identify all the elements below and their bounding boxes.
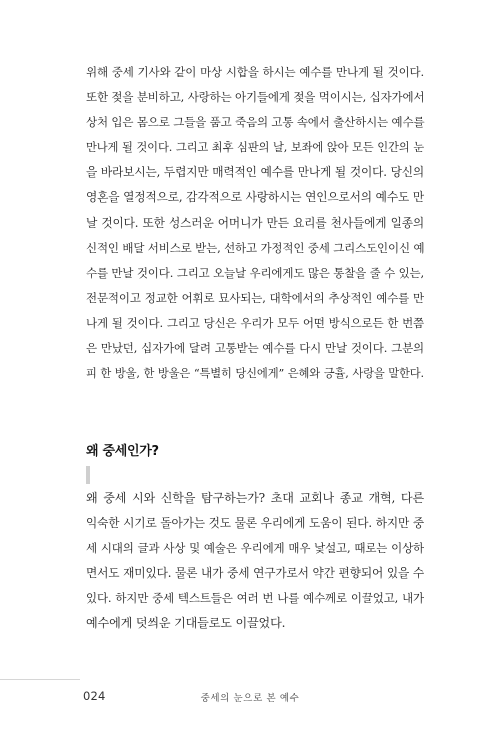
text-line: 또한 젖을 분비하고, 사랑하는 아기들에게 젖을 먹이시는, 십자가에서	[86, 90, 425, 105]
text-line: 익숙한 시기로 돌아가는 것도 물론 우리에게 도움이 된다. 하지만 중	[86, 516, 424, 531]
text-line: 왜 중세 시와 신학을 탐구하는가? 초대 교회나 종교 개혁, 다른	[86, 491, 424, 505]
text-line: 영혼을 열정적으로, 감각적으로 사랑하시는 연인으로서의 예수도 만	[86, 190, 424, 205]
text-line: 수를 만날 것이다. 그리고 오늘날 우리에게도 많은 통찰을 줄 수 있는,	[86, 265, 424, 280]
body-paragraph-2	[86, 486, 424, 637]
text-line: 위해 중세 기사와 같이 마상 시합을 하시는 예수를 만나게 될 것이다.	[86, 65, 424, 79]
section-heading: 왜 중세인가?	[86, 444, 159, 459]
text-line: 나게 될 것이다. 그리고 당신은 우리가 모두 어떤 방식으로든 한 번쯤	[86, 315, 424, 330]
text-line: 만나게 될 것이다. 그리고 최후 심판의 날, 보좌에 앉아 모든 인간의 눈	[86, 141, 424, 155]
text-line: 면서도 재미있다. 물론 내가 중세 연구가로서 약간 편향되어 있을 수	[86, 566, 424, 581]
body-paragraph-1	[86, 60, 424, 386]
text-line: 상처 입은 몸으로 그들을 품고 죽음의 고통 속에서 출산하시는 예수를	[86, 115, 425, 130]
text-line: 전문적이고 정교한 어휘로 묘사되는, 대학에서의 추상적인 예수를 만	[86, 290, 424, 305]
text-line: 을 바라보시는, 두렵지만 매력적인 예수를 만나게 될 것이다. 당신의	[86, 165, 424, 180]
text-line: 신적인 배달 서비스로 받는, 선하고 가정적인 중세 그리스도인이신 예	[86, 240, 425, 255]
footer-rule	[0, 679, 80, 680]
text-line: 날 것이다. 또한 성스러운 어머니가 만든 요리를 천사들에게 일종의	[86, 215, 424, 230]
text-line: 세 시대의 글과 사상 및 예술은 우리에게 매우 낯설고, 때로는 이상하	[86, 541, 424, 556]
text-line: 피 한 방울, 한 방울은 “특별히 당신에게” 은혜와 긍휼, 사랑을 말한다.	[86, 367, 424, 381]
text-line: 있다. 하지만 중세 텍스트들은 여러 번 나를 예수께로 이끌었고, 내가	[86, 591, 424, 606]
running-title: 중세의 눈으로 본 예수	[200, 693, 300, 704]
text-line: 은 만났던, 십자가에 달려 고통받는 예수를 다시 만날 것이다. 그분의	[86, 341, 424, 356]
page-number: 024	[83, 689, 106, 703]
text-line: 예수에게 덧씌운 기대들로도 이끌었다.	[86, 616, 286, 631]
heading-accent-bar	[86, 466, 90, 484]
